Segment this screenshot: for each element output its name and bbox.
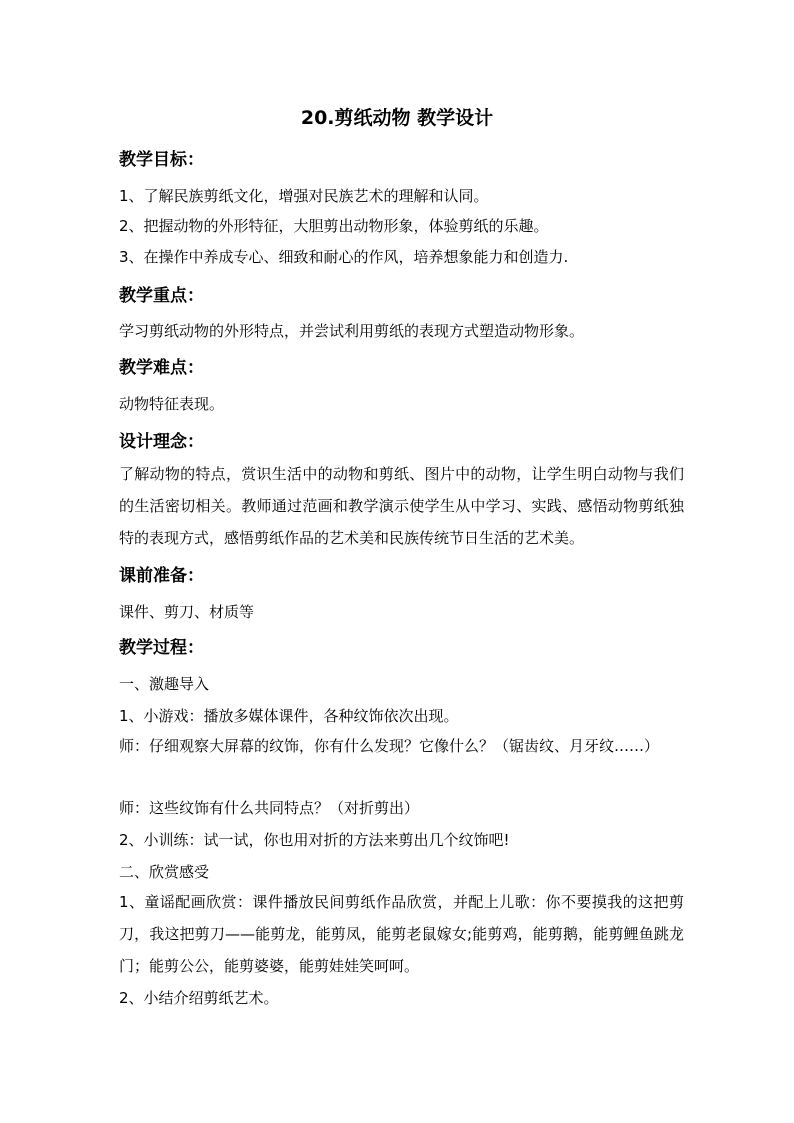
- process-heading: 教学过程：: [119, 638, 204, 658]
- objective-item-2: 2、把握动物的外形特征，大胆剪出动物形象，体验剪纸的乐趣。: [119, 217, 549, 235]
- difficulties-text: 动物特征表现。: [119, 395, 225, 413]
- concept-paragraph: 了解动物的特点，赏识生活中的动物和剪纸、图片中的动物，让学生明白动物与我们的生活密切相关。教师通过范画和教学演示使学生从中学习、实践、感悟动物剪纸独特的表现方式，感悟剪纸作品的艺术美和民族传统节日生活的艺术美。: [119, 465, 684, 547]
- preparation-heading: 课前准备：: [119, 566, 204, 586]
- difficulties-heading: 教学难点：: [119, 358, 204, 378]
- preparation-text: 课件、剪刀、材质等: [119, 603, 255, 621]
- process-line-6: 2、小结介绍剪纸艺术。: [119, 989, 279, 1007]
- process-line-5: 1、童谣配画欣赏：课件播放民间剪纸作品欣赏，并配上儿歌：你不要摸我的这把剪刀，我这把剪刀——能剪龙，能剪凤，能剪老鼠嫁女;能剪鸡，能剪鹅，能剪鲤鱼跳龙门；能剪公公，能剪婆婆，能剪娃娃笑呵呵。: [119, 893, 684, 975]
- concept-heading: 设计理念：: [119, 432, 204, 452]
- document-title: 20.剪纸动物 教学设计: [300, 107, 494, 129]
- objective-item-1: 1、了解民族剪纸文化，增强对民族艺术的理解和认同。: [119, 187, 489, 205]
- process-section-1: 一、激趣导入: [119, 675, 210, 693]
- process-line-1: 1、小游戏：播放多媒体课件，各种纹饰依次出现。: [119, 707, 459, 725]
- key-points-heading: 教学重点：: [119, 286, 204, 306]
- process-section-2: 二、欣赏感受: [119, 863, 210, 881]
- process-line-3: 师：这些纹饰有什么共同特点？（对折剪出）: [119, 799, 420, 817]
- key-points-text: 学习剪纸动物的外形特点，并尝试利用剪纸的表现方式塑造动物形象。: [119, 322, 585, 340]
- process-line-2: 师：仔细观察大屏幕的纹饰，你有什么发现？它像什么？（锯齿纹、月牙纹……）: [119, 737, 660, 755]
- objectives-heading: 教学目标：: [119, 150, 204, 170]
- process-line-4: 2、小训练：试一试，你也用对折的方法来剪出几个纹饰吧!: [119, 831, 510, 849]
- objective-item-3: 3、在操作中养成专心、细致和耐心的作风，培养想象能力和创造力.: [119, 248, 569, 266]
